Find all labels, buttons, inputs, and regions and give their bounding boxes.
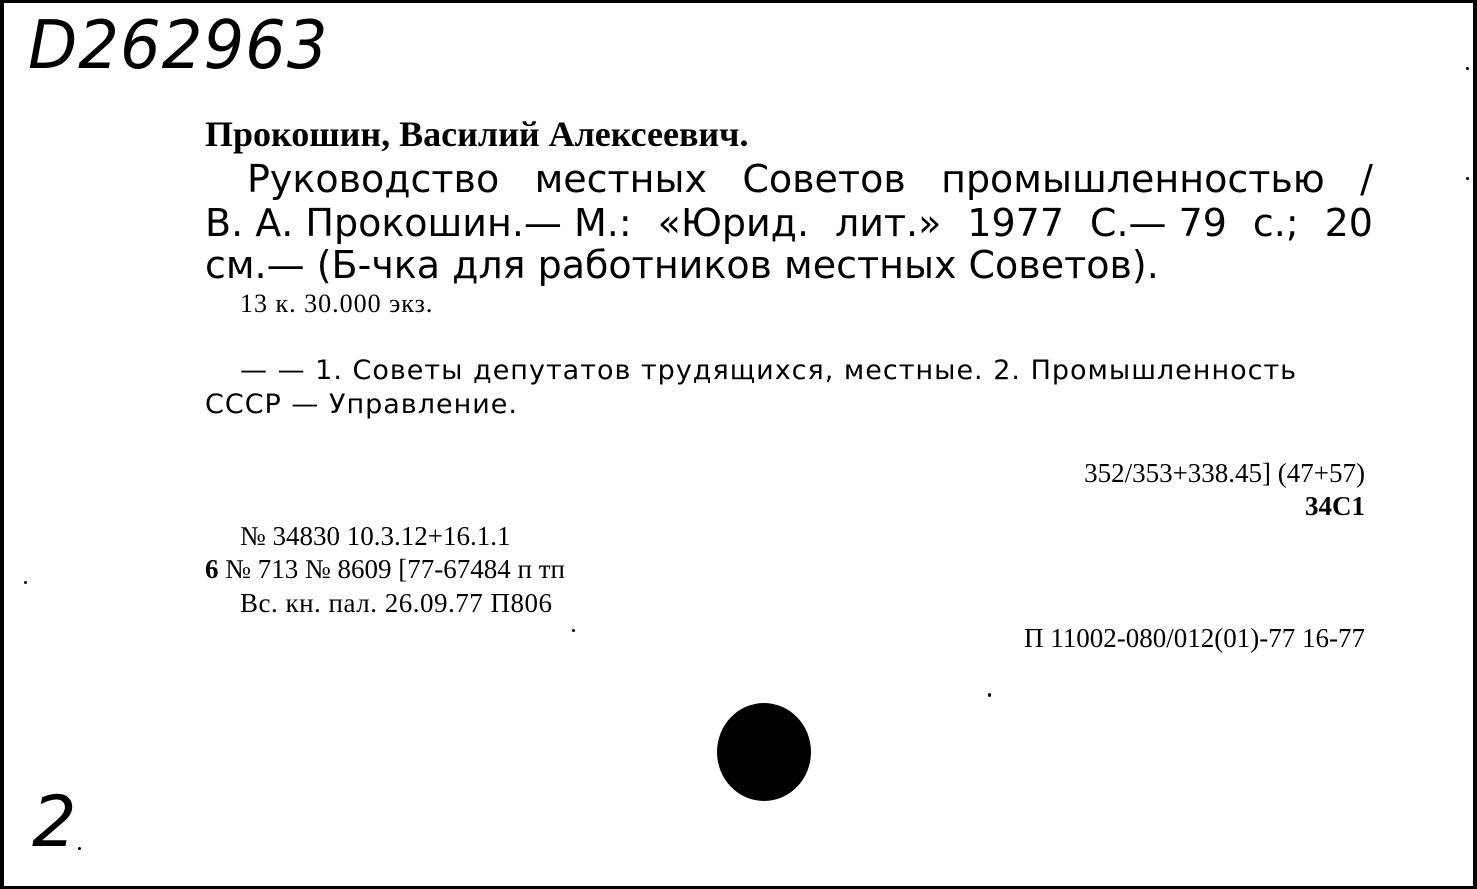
author-sign: 34С1 — [1305, 491, 1365, 521]
subject-headings-line-2: СССР — Управление. — [205, 389, 518, 420]
title-word: «Юрид. — [657, 201, 810, 245]
title-word: промышленностью — [941, 157, 1325, 201]
handwritten-copy-number: 2 — [32, 781, 77, 863]
record-line-3: Вс. кн. пал. 26.09.77 П806 — [240, 588, 553, 618]
subject-headings-text: — — 1. Советы депутатов трудящихся, местные. 2. Промышленность — [240, 355, 1298, 386]
title-word: лит.» — [834, 201, 942, 245]
scan-speck — [988, 693, 991, 697]
title-word: С.— 79 — [1089, 201, 1227, 245]
title-word: местных — [534, 157, 707, 201]
title-word: 1977 — [967, 201, 1065, 245]
record-line-2 — [205, 554, 565, 585]
author-heading: Прокошин, Василий Алексеевич. — [205, 114, 749, 154]
price-and-copies: 13 к. 30.000 экз. — [240, 289, 434, 318]
publisher-index-line: П 11002-080/012(01)-77 16-77 — [1024, 623, 1365, 653]
record-line-2-rest: № 713 № 8609 [77-67484 п тп — [218, 554, 565, 584]
title-word: В. А. Прокошин.— М.: — [205, 201, 632, 245]
title-word: / — [1360, 157, 1373, 201]
title-word: Руководство — [247, 157, 500, 201]
subject-headings-line-1 — [240, 355, 1373, 386]
scan-speck — [78, 847, 81, 850]
title-line-1 — [205, 157, 1373, 201]
classification-index: 352/353+338.45] (47+57) — [1084, 458, 1365, 488]
scan-speck — [1466, 177, 1469, 180]
title-word: Советов — [742, 157, 906, 201]
handwritten-accession-number: D262963 — [28, 7, 329, 85]
scan-speck — [572, 629, 575, 632]
scan-speck — [1466, 67, 1469, 70]
record-line-1: № 34830 10.3.12+16.1.1 — [240, 521, 511, 551]
punch-hole — [717, 703, 811, 801]
title-line-2 — [205, 201, 1373, 245]
scan-speck — [24, 581, 27, 584]
title-word: с.; — [1252, 201, 1299, 245]
title-word: 20 — [1324, 201, 1373, 245]
record-line-2-lead: 6 — [205, 554, 219, 584]
title-line-3: см.— (Б-чка для работников местных Советов). — [205, 243, 1159, 287]
